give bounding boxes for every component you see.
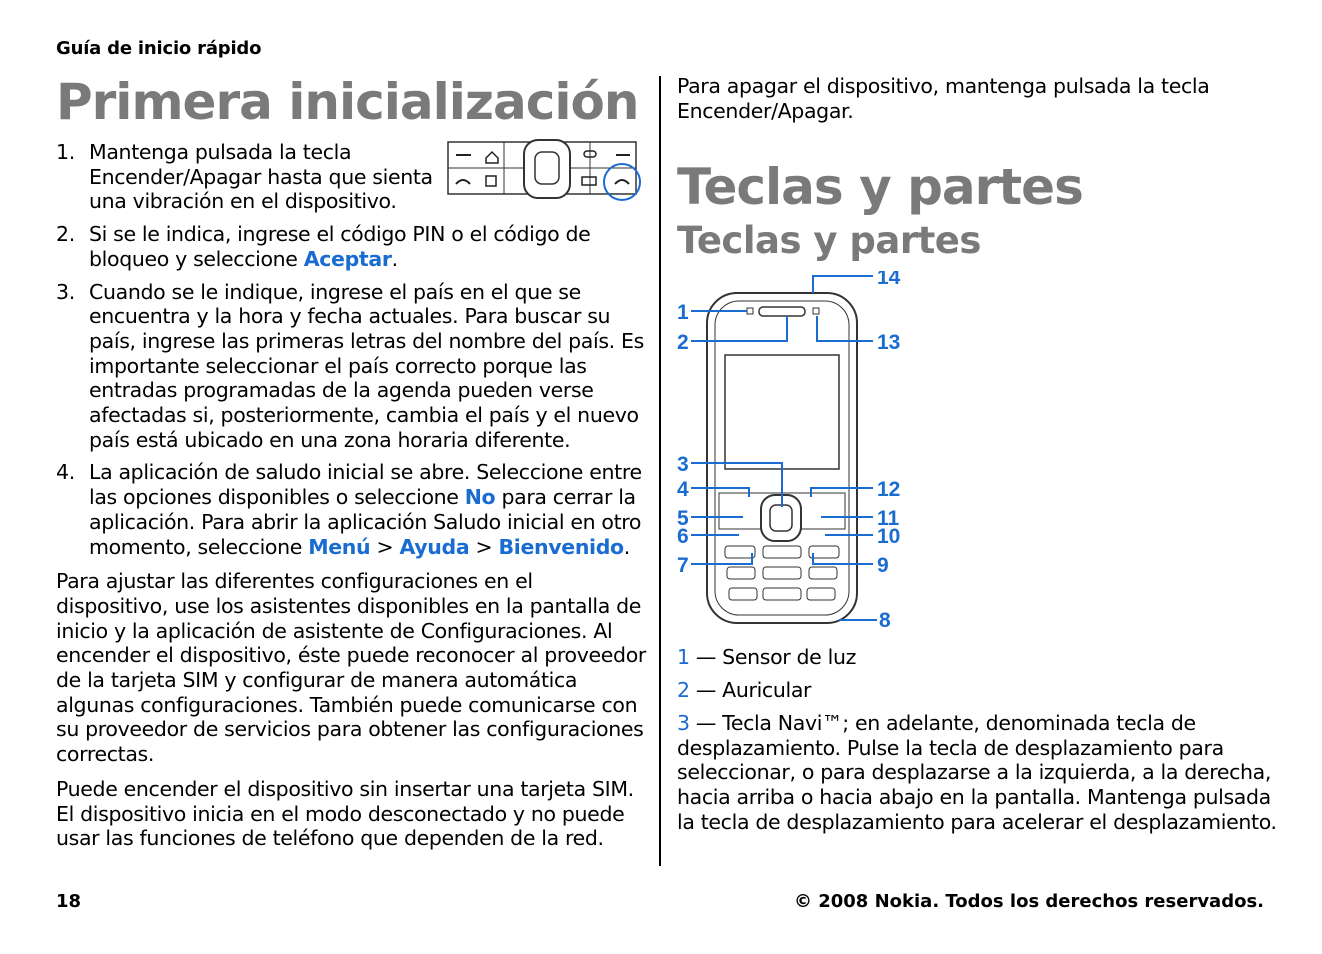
callout-13: 13 (877, 331, 901, 355)
callout-8: 8 (879, 609, 891, 633)
link-menu[interactable]: Menú (308, 534, 371, 559)
callout-7: 7 (677, 554, 689, 578)
list-item: 4. La aplicación de saludo inicial se abre. Seleccione entre las opciones disponibles o seleccione No para cerrar la aplicación. Para abrir la aplicación Saludo inicial en otro momento, seleccione Menú > Ayuda > Bienvenido. (56, 460, 642, 559)
page-number: 18 (56, 891, 82, 912)
section-title: Primera inicialización (56, 73, 639, 131)
parts-legend (677, 645, 1277, 834)
column-divider (659, 76, 661, 866)
subsection-title-keys: Teclas y partes (677, 219, 981, 263)
list-item: 3. Cuando se le indique, ingrese el país en el que se encuentra y la hora y fecha actuales. Para buscar su país, ingrese las primeras letras del nombre del país. Es importante seleccionar el país correcto porque las entradas programadas de la agenda pueden verse afectadas si, posteriormente, cambia el país y el nuevo país está ubicado en una zona horaria diferente. (56, 279, 644, 452)
callout-2: 2 (677, 331, 689, 355)
link-bienvenido[interactable]: Bienvenido (498, 534, 624, 559)
callout-10: 10 (877, 525, 901, 549)
callout-3: 3 (677, 453, 689, 477)
paragraph-sim: Puede encender el dispositivo sin insertar una tarjeta SIM. El dispositivo inicia en el modo desconectado y no puede usar las funciones de teléfono que dependen de la red. (56, 776, 634, 851)
callout-9: 9 (877, 554, 889, 578)
callout-11: 11 (877, 507, 900, 531)
section-title-keys: Teclas y partes (677, 158, 1083, 217)
right-column (677, 74, 1277, 842)
paragraph-power-off: Para apagar el dispositivo, mantenga pulsada la tecla Encender/Apagar. (677, 74, 1210, 123)
callout-5: 5 (677, 507, 689, 531)
callout-12: 12 (877, 478, 901, 502)
list-item: 2. Si se le indica, ingrese el código PIN o el código de bloqueo y seleccione Aceptar. (56, 222, 591, 271)
phone-diagram (677, 271, 917, 641)
paragraph-settings: Para ajustar las diferentes configuraciones en el dispositivo, use los asistentes disponibles en la pantalla de inicio y la aplicación de asistente de Configuraciones. Al encender el dispositivo, éste puede reconocer al proveedor de la tarjeta SIM y configurar de manera automática algunas configuraciones. También puede comunicarse con su proveedor de servicios para obtener las configuraciones correctas. (56, 569, 646, 767)
left-column (56, 74, 648, 851)
callout-14: 14 (877, 271, 901, 290)
link-ayuda[interactable]: Ayuda (399, 534, 470, 559)
copyright: © 2008 Nokia. Todos los derechos reservados. (793, 891, 1264, 912)
running-header: Guía de inicio rápido (56, 38, 262, 59)
legend-item: 2 — Auricular (677, 678, 812, 703)
callout-6: 6 (677, 525, 689, 549)
callout-1: 1 (677, 301, 689, 325)
link-aceptar[interactable]: Aceptar (303, 246, 392, 271)
power-key-figure (446, 138, 646, 208)
list-item: 1. Mantenga pulsada la tecla Encender/Apagar hasta que sienta una vibración en el dispositivo. (56, 140, 433, 214)
callout-4: 4 (677, 478, 689, 502)
legend-item: 1 — Sensor de luz (677, 645, 857, 670)
link-no[interactable]: No (464, 485, 496, 510)
legend-item: 3 — Tecla Navi™; en adelante, denominada tecla de desplazamiento. Pulse la tecla de desplazamiento para seleccionar, o para desplazarse a la izquierda, a la derecha, hacia arriba o hacia abajo en la pantalla. Mantenga pulsada la tecla de desplazamiento para acelerar el desplazamiento. (677, 710, 1277, 834)
